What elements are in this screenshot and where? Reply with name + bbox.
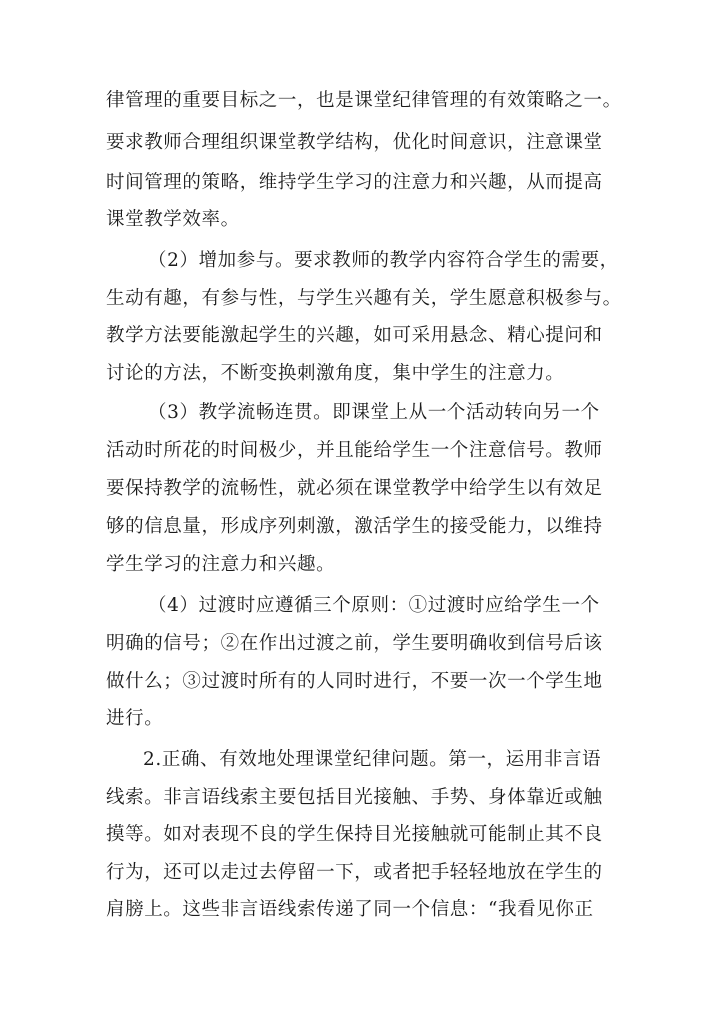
text-line: 摸等。如对表现不良的学生保持目光接触就可能制止其不良 [106, 824, 603, 845]
text-line: （4）过渡时应遵循三个原则：①过渡时应给学生一个 [148, 595, 600, 616]
text-line: 学生学习的注意力和兴趣。 [106, 554, 336, 575]
text-line: 够的信息量，形成序列刺激，激活学生的接受能力，以维持 [106, 516, 603, 537]
text-line: 2.正确、有效地处理课堂纪律问题。第一，运用非言语 [143, 749, 602, 770]
text-line: 讨论的方法，不断变换刺激角度，集中学生的注意力。 [106, 363, 565, 384]
text-line: 要保持教学的流畅性，就必须在课堂教学中给学生以有效足 [106, 478, 603, 499]
text-line: 生动有趣，有参与性，与学生兴趣有关，学生愿意积极参与。 [106, 288, 622, 309]
text-line: 肩膀上。这些非言语线索传递了同一个信息：“我看见你正 [106, 899, 594, 920]
text-line: 活动时所花的时间极少，并且能给学生一个注意信号。教师 [106, 440, 603, 461]
text-line: 时间管理的策略，维持学生学习的注意力和兴趣，从而提高 [106, 172, 603, 193]
text-line: 明确的信号；②在作出过渡之前，学生要明确收到信号后该 [106, 633, 603, 654]
text-line: 行为，还可以走过去停留一下，或者把手轻轻地放在学生的 [106, 862, 603, 883]
text-line: 线索。非言语线索主要包括目光接触、手势、身体靠近或触 [106, 787, 603, 808]
text-line: （3）教学流畅连贯。即课堂上从一个活动转向另一个 [148, 402, 600, 423]
text-line: 要求教师合理组织课堂教学结构，优化时间意识，注意课堂 [106, 132, 603, 153]
text-line: 律管理的重要目标之一，也是课堂纪律管理的有效策略之一。 [106, 90, 622, 111]
text-line: 做什么；③过渡时所有的人同时进行，不要一次一个学生地 [106, 671, 603, 692]
text-line: 进行。 [106, 708, 164, 729]
text-line: 课堂教学效率。 [106, 209, 240, 230]
text-line: 教学方法要能激起学生的兴趣，如可采用悬念、精心提问和 [106, 325, 603, 346]
text-line: （2）增加参与。要求教师的教学内容符合学生的需要， [148, 250, 619, 271]
